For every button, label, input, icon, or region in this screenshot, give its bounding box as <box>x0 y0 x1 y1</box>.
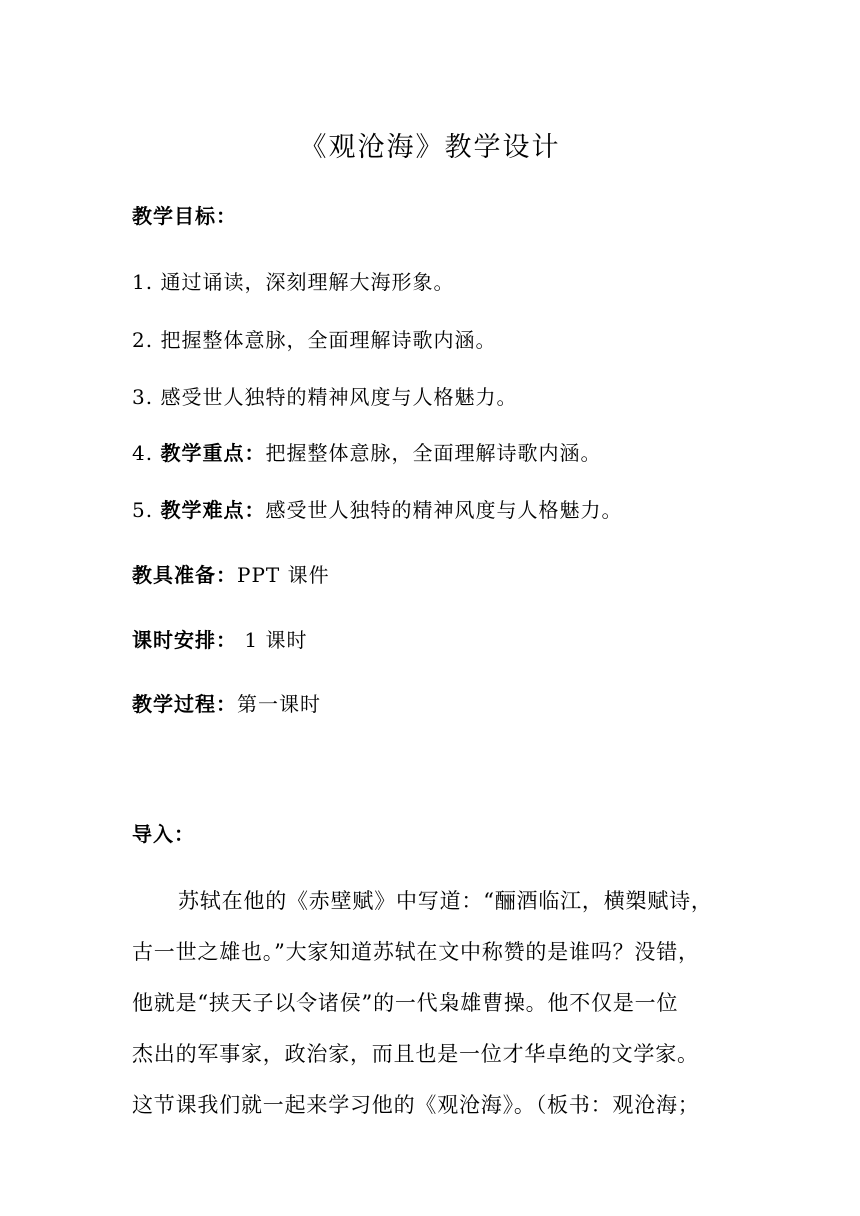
objective-number: 2. <box>132 328 154 352</box>
objective-text: 感受世人独特的精神风度与人格魅力。 <box>160 385 518 409</box>
tools-text: PPT 课件 <box>237 563 330 587</box>
schedule-text: 1 课时 <box>237 628 308 652</box>
objective-item-2 <box>132 324 496 356</box>
objective-number: 4. <box>132 441 154 465</box>
objective-number: 1. <box>132 270 154 294</box>
objective-text: 感受世人独特的精神风度与人格魅力。 <box>265 498 623 522</box>
objective-item-1 <box>132 266 454 298</box>
schedule-label: 课时安排： <box>132 628 237 652</box>
objective-number: 3. <box>132 385 154 409</box>
intro-paragraph <box>132 876 732 1131</box>
process-text: 第一课时 <box>237 692 321 716</box>
process-label: 教学过程： <box>132 692 237 716</box>
objective-item-3 <box>132 381 517 413</box>
intro-line: 这节课我们就一起来学习他的《观沧海》。（板书：观沧海； <box>132 1093 700 1117</box>
objective-text: 把握整体意脉，全面理解诗歌内涵。 <box>160 328 497 352</box>
difficulty-label: 教学难点： <box>160 498 266 522</box>
schedule-line <box>132 624 307 656</box>
intro-line: 杰出的军事家，政治家，而且也是一位才华卓绝的文学家。 <box>132 1042 699 1066</box>
objective-text: 通过诵读，深刻理解大海形象。 <box>160 270 455 294</box>
tools-label: 教具准备： <box>132 563 237 587</box>
objective-item-4 <box>132 437 601 469</box>
document-title: 《观沧海》教学设计 <box>299 132 561 163</box>
objectives-heading: 教学目标： <box>132 204 237 228</box>
intro-line: 他就是“挟天子以令诸侯”的一代枭雄曹操。他不仅是一位 <box>132 991 679 1015</box>
objective-number: 5. <box>132 498 154 522</box>
process-line <box>132 688 321 720</box>
key-point-label: 教学重点： <box>160 441 266 465</box>
tools-line <box>132 559 330 591</box>
intro-line: 古一世之雄也。”大家知道苏轼在文中称赞的是谁吗？没错， <box>132 940 700 964</box>
objective-item-5 <box>132 494 622 526</box>
intro-heading: 导入： <box>132 822 195 846</box>
intro-line: 苏轼在他的《赤壁赋》中写道：“酾酒临江，横槊赋诗， <box>178 889 713 913</box>
objective-text: 把握整体意脉，全面理解诗歌内涵。 <box>265 441 602 465</box>
